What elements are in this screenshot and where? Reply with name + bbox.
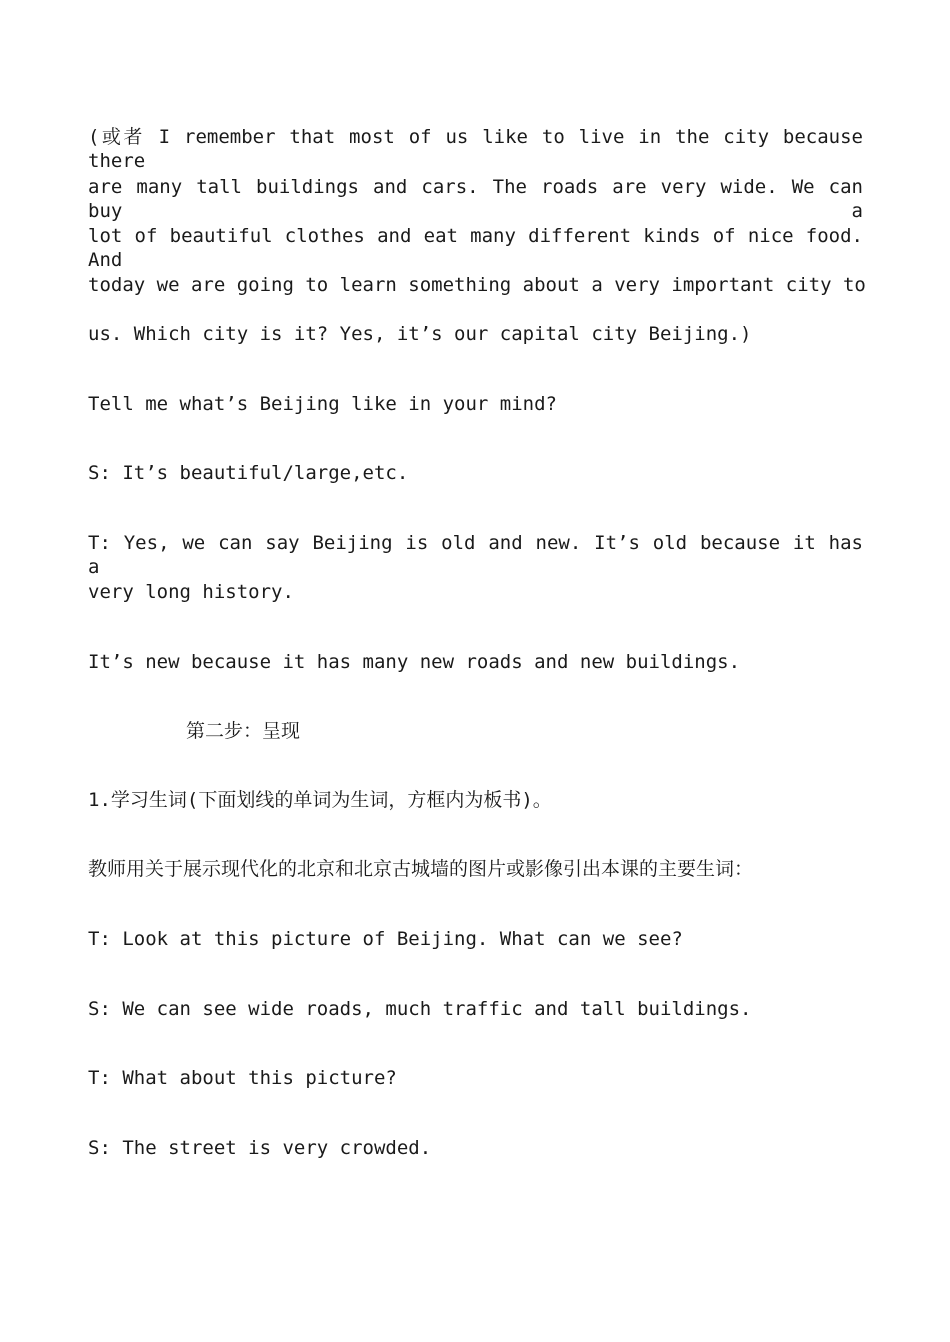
text-line: S: It’s beautiful/large,etc. [88, 462, 409, 484]
text-line: T: What about this picture? [88, 1067, 397, 1089]
text-line: (或者 I remember that most of us like to live in the city because there [88, 126, 863, 172]
text-line: very long history. [88, 581, 294, 603]
text-line: T: Look at this picture of Beijing. What can we see? [88, 928, 683, 950]
text-line: lot of beautiful clothes and eat many different kinds of nice food. And [88, 225, 863, 271]
section-heading: 第二步：呈现 [186, 720, 301, 742]
text-line: S: We can see wide roads, much traffic and tall buildings. [88, 998, 752, 1020]
text-line: T: Yes, we can say Beijing is old and new. It’s old because it has a [88, 532, 863, 578]
text-line: 教师用关于展示现代化的北京和北京古城墙的图片或影像引出本课的主要生词： [88, 858, 754, 880]
text-line: S: The street is very crowded. [88, 1137, 432, 1159]
text-line: Tell me what’s Beijing like in your mind? [88, 393, 557, 415]
text-line: It’s new because it has many new roads and new buildings. [88, 651, 741, 673]
text-line: 1.学习生词(下面划线的单词为生词，方框内为板书)。 [88, 789, 552, 811]
text-line: us. Which city is it? Yes, it’s our capital city Beijing.) [88, 323, 752, 345]
text-line: are many tall buildings and cars. The roads are very wide. We can buy a [88, 176, 863, 222]
text-line: today we are going to learn something about a very important city to [88, 274, 866, 296]
